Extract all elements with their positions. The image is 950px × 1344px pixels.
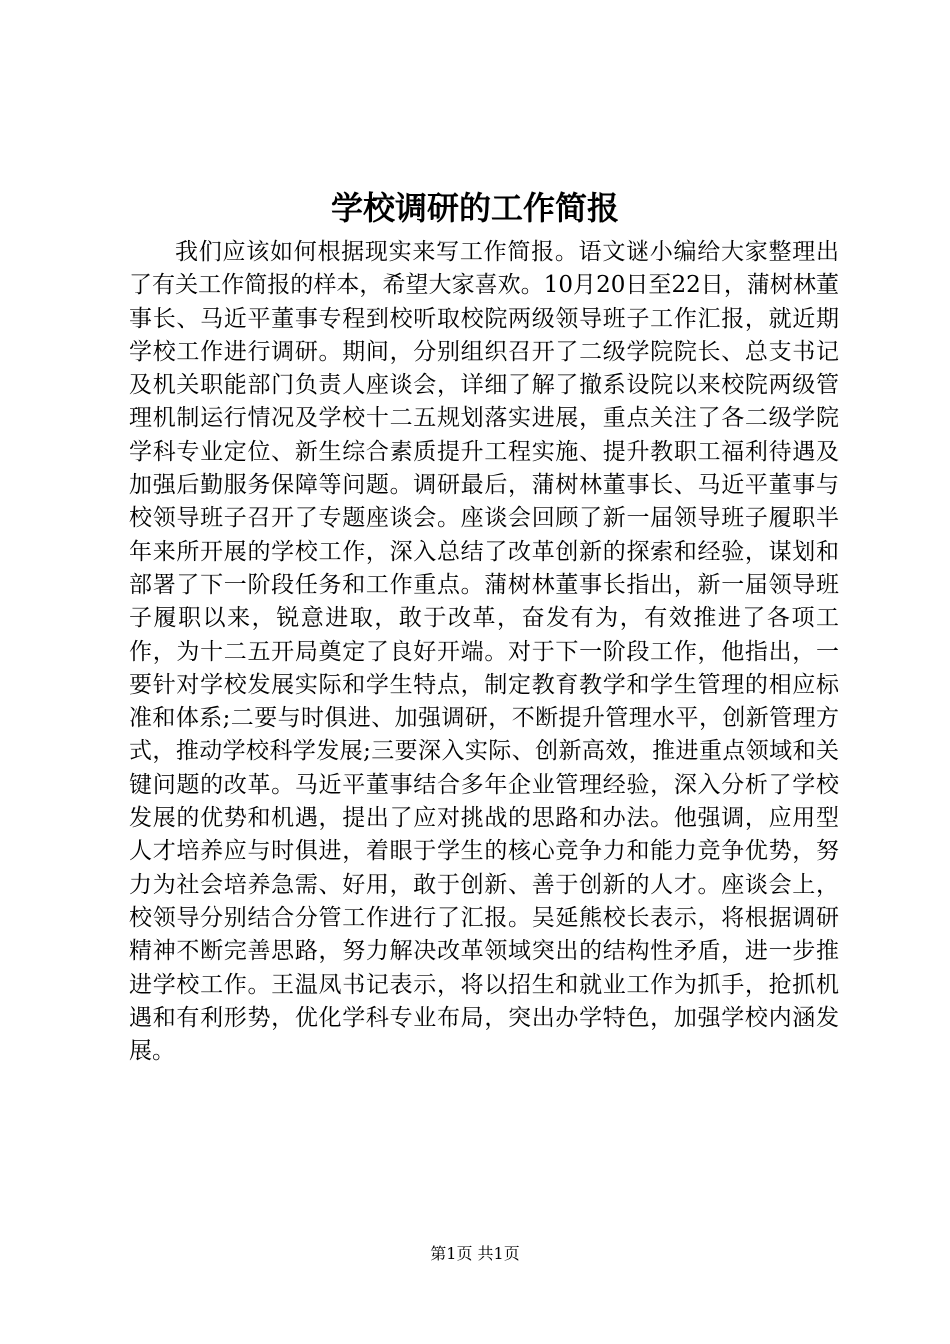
page-number-footer: 第1页 共1页	[430, 1244, 520, 1263]
document-body-paragraph: 我们应该如何根据现实来写工作简报。语文谜小编给大家整理出了有关工作简报的样本，希望大家喜欢。10月20日至22日，蒲树林董事长、马近平董事专程到校听取校院两级领导班子工作汇报，就近期学校工作进行调研。期间，分别组织召开了二级学院院长、总支书记及机关职能部门负责人座谈会，详细了解了撤系设院以来校院两级管理机制运行情况及学校十二五规划落实进展，重点关注了各二级学院学科专业定位、新生综合素质提升工程实施、提升教职工福利待遇及加强后勤服务保障等问题。调研最后，蒲树林董事长、马近平董事与校领导班子召开了专题座谈会。座谈会回顾了新一届领导班子履职半年来所开展的学校工作，深入总结了改革创新的探索和经验，谋划和部署了下一阶段任务和工作重点。蒲树林董事长指出，新一届领导班子履职以来，锐意进取，敢于改革，奋发有为，有效推进了各项工作，为十二五开局奠定了良好开端。对于下一阶段工作，他指出，一要针对学校发展实际和学生特点，制定教育教学和学生管理的相应标准和体系;二要与时俱进、加强调研，不断提升管理水平，创新管理方式，推动学校科学发展;三要深入实际、创新高效，推进重点领域和关键问题的改革。马近平董事结合多年企业管理经验，深入分析了学校发展的优势和机遇，提出了应对挑战的思路和办法。他强调，应用型人才培养应与时俱进，着眼于学生的核心竞争力和能力竞争优势，努力为社会培养急需、好用，敢于创新、善于创新的人才。座谈会上，校领导分别结合分管工作进行了汇报。吴延熊校长表示，将根据调研精神不断完善思路，努力解决改革领域突出的结构性矛盾，进一步推进学校工作。王温凤书记表示，将以招生和就业工作为抓手，抢抓机遇和有利形势，优化学科专业布局，突出办学特色，加强学校内涵发展。	[129, 239, 839, 1065]
document-title: 学校调研的工作简报	[330, 189, 619, 227]
